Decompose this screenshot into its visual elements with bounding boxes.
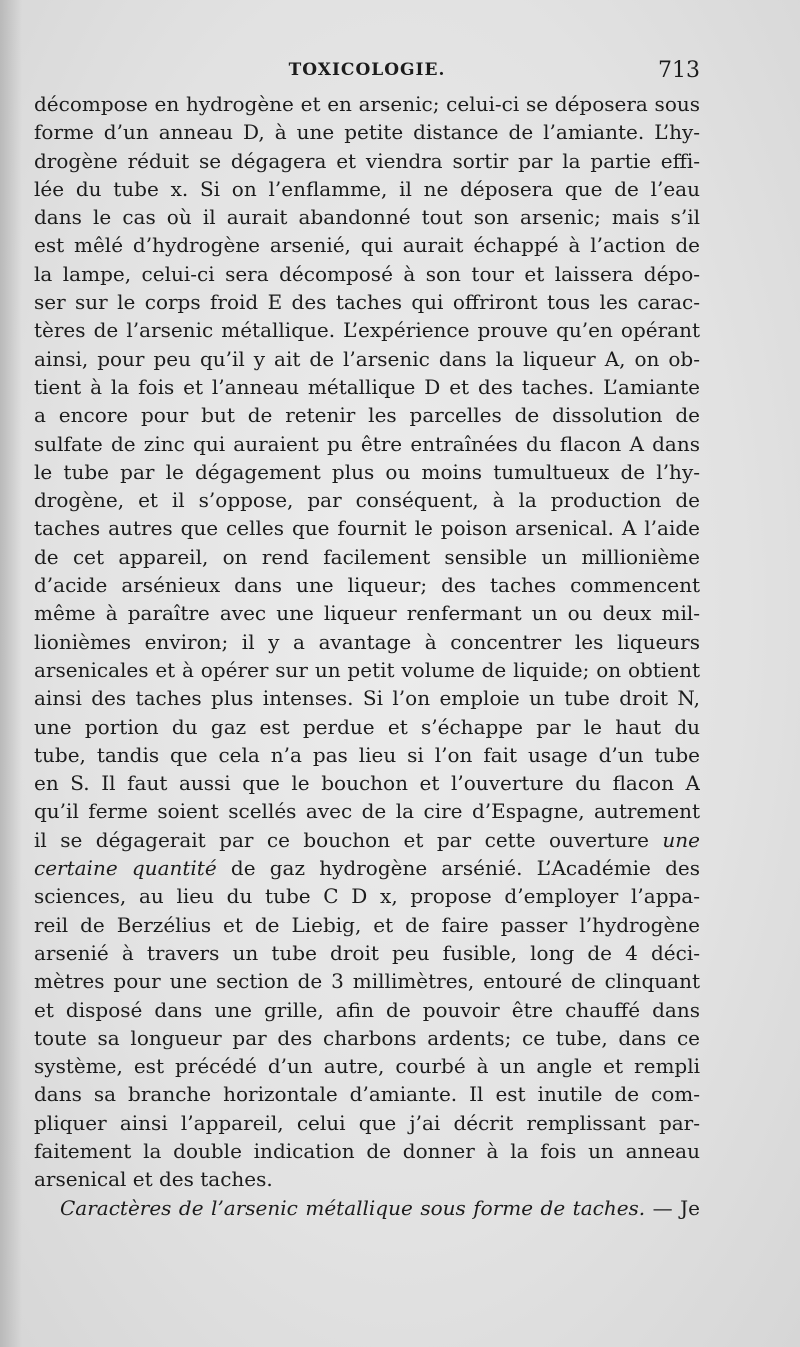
page-number: 713 <box>658 58 700 83</box>
text-line: décompose en hydrogène et en arsenic; celui-ci se déposera sous <box>34 92 700 116</box>
text-line: ser sur le corps froid E des taches qui offriront tous les carac- <box>34 290 700 315</box>
text-line: même à paraître avec une liqueur renfermant un ou deux mil- <box>34 601 700 626</box>
text-line: mètres pour une section de 3 millimètres, entouré de clinquant <box>34 969 700 994</box>
text-line: est mêlé d’hydrogène arsenié, qui aurait échappé à l’action de <box>34 233 700 258</box>
text-line: forme d’un anneau D, à une petite distance de l’amiante. L’hy- <box>34 120 700 145</box>
italic-heading: Caractères de l’arsenic métallique sous forme de taches. <box>60 1195 646 1220</box>
text-line: en S. Il faut aussi que le bouchon et l’ouverture du flacon A <box>34 771 700 796</box>
text-line: drogène, et il s’oppose, par conséquent, à la production de <box>34 488 700 513</box>
text-line: ainsi des taches plus intenses. Si l’on emploie un tube droit N, <box>34 686 700 711</box>
text-line: tient à la fois et l’anneau métallique D et des taches. L’amiante <box>34 374 700 399</box>
text-line: qu’il ferme soient scellés avec de la cire d’Espagne, autrement <box>34 799 700 824</box>
text-line: sulfate de zinc qui auraient pu être entraînées du flacon A dans <box>34 431 700 456</box>
text-line: tères de l’arsenic métallique. L’expérience prouve qu’en opérant <box>34 318 700 343</box>
text-line: d’acide arsénieux dans une liqueur; des taches commencent <box>34 573 700 598</box>
text-run: il se dégagerait par ce bouchon et par cette ouverture <box>34 827 649 852</box>
text-line: drogène réduit se dégagera et viendra sortir par la partie effi- <box>34 148 700 173</box>
section-heading-line <box>34 1194 700 1222</box>
text-line: arsenicales et à opérer sur un petit volume de liquide; on obtient <box>34 657 700 682</box>
text-line: et disposé dans une grille, afin de pouvoir être chauffé dans <box>34 997 700 1022</box>
text-line: lionièmes environ; il y a avantage à concentrer les liqueurs <box>34 629 700 654</box>
text-line: taches autres que celles que fournit le poison arsenical. A l’aide <box>34 516 700 541</box>
text-line: dans le cas où il aurait abandonné tout son arsenic; mais s’il <box>34 205 700 230</box>
text-line: pliquer ainsi l’appareil, celui que j’ai décrit remplissant par- <box>34 1110 700 1135</box>
text-line: arsenié à travers un tube droit peu fusible, long de 4 déci- <box>34 940 700 965</box>
italic-run: une <box>662 827 700 852</box>
text-line: ainsi, pour peu qu’il y ait de l’arsenic dans la liqueur A, on ob- <box>34 346 700 371</box>
running-title: TOXICOLOGIE. <box>288 60 446 80</box>
text-line: dans sa branche horizontale d’amiante. Il est inutile de com- <box>34 1082 700 1107</box>
text-run: — Je <box>652 1195 700 1220</box>
body-text <box>34 90 700 1222</box>
text-line: la lampe, celui-ci sera décomposé à son tour et laissera dépo- <box>34 261 700 286</box>
text-line: toute sa longueur par des charbons ardents; ce tube, dans ce <box>34 1025 700 1050</box>
text-line-mixed <box>34 854 700 882</box>
page-header <box>34 58 700 88</box>
text-line: tube, tandis que cela n’a pas lieu si l’on fait usage d’un tube <box>34 742 700 767</box>
text-line: une portion du gaz est perdue et s’échappe par le haut du <box>34 714 700 739</box>
text-line: sciences, au lieu du tube C D x, propose d’employer l’appa- <box>34 884 700 909</box>
text-line: arsenical et des taches. <box>34 1167 273 1192</box>
text-line: lée du tube x. Si on l’enflamme, il ne déposera que de l’eau <box>34 176 700 201</box>
text-line: système, est précédé d’un autre, courbé à un angle et rempli <box>34 1054 700 1079</box>
text-line-mixed <box>34 826 700 854</box>
text-line: faitement la double indication de donner à la fois un anneau <box>34 1138 700 1163</box>
text-line: le tube par le dégagement plus ou moins tumultueux de l’hy- <box>34 459 700 484</box>
italic-run: certaine quantité <box>34 856 217 881</box>
text-line: reil de Berzélius et de Liebig, et de faire passer l’hydrogène <box>34 912 700 937</box>
text-run: de gaz hydrogène arsénié. L’Académie des <box>230 856 700 881</box>
text-line: de cet appareil, on rend facilement sensible un millionième <box>34 544 700 569</box>
page-gutter-shadow <box>0 0 22 1347</box>
text-line: a encore pour but de retenir les parcelles de dissolution de <box>34 403 700 428</box>
